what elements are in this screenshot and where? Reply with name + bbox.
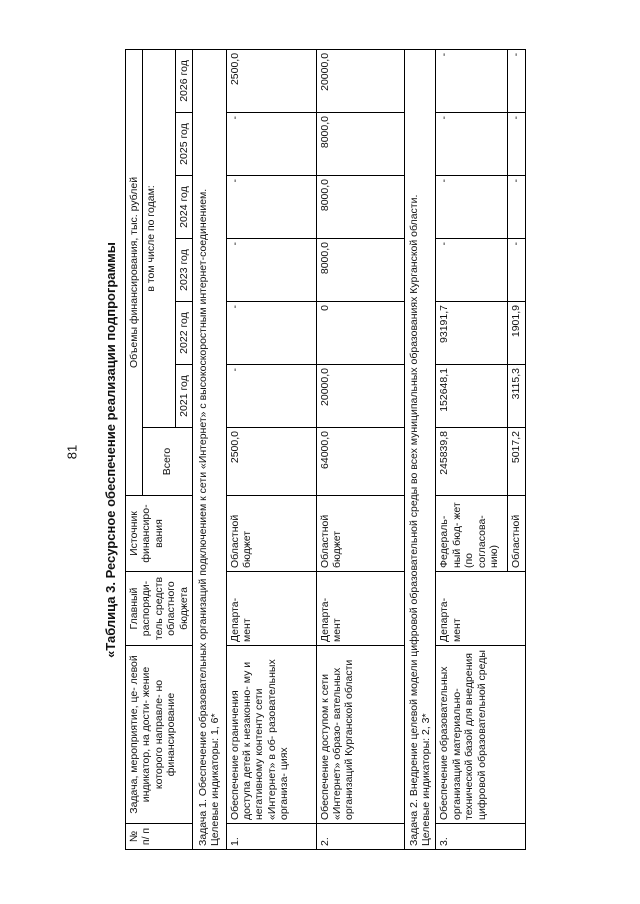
table-row <box>316 49 404 849</box>
row-num: 1. <box>226 824 316 850</box>
row-total: 5017,2 <box>508 428 525 496</box>
resource-table <box>125 49 526 850</box>
section2-cell <box>404 49 436 849</box>
header-row <box>126 49 143 849</box>
row-year-value: 152648,1 <box>436 365 508 428</box>
row-year-value: - <box>436 176 508 239</box>
row-year-value: - <box>436 239 508 302</box>
header-volumes: Объемы финансирования, тыс. рублей <box>126 49 143 495</box>
section1-indicators: Целевые индикаторы: 1, 6* <box>209 713 222 846</box>
header-year: 2023 год <box>175 239 192 302</box>
table-title: «Таблица 3. Ресурсное обеспечение реализации подпрограммы <box>103 242 118 658</box>
header-year: 2026 год <box>175 49 192 112</box>
page-number: 81 <box>64 444 80 460</box>
row-year-value: - <box>508 176 525 239</box>
row-year-value: 8000,0 <box>316 176 404 239</box>
row-year-value: - <box>226 176 316 239</box>
header-year: 2021 год <box>175 365 192 428</box>
row-admin: Департа- мент <box>226 572 316 646</box>
header-total: Всего <box>143 428 193 496</box>
row-num: 3. <box>436 824 525 850</box>
header-source: Источник финансиро- вания <box>126 496 193 572</box>
row-total: 64000,0 <box>316 428 404 496</box>
row-year-value: 8000,0 <box>316 239 404 302</box>
row-year-value: 2500,0 <box>226 49 316 112</box>
row-task: Обеспечение образовательных организаций материально- технической базой для внедрения цифровой образовательной среды <box>436 646 525 824</box>
section2-row <box>404 49 436 849</box>
row-year-value: 0 <box>316 302 404 365</box>
row-task: Обеспечение доступом к сети «Интернет» образо- вательных организаций Курганской области <box>316 646 404 824</box>
row-source: Областной бюджет <box>226 496 316 572</box>
row-year-value: - <box>226 113 316 176</box>
row-year-value: - <box>508 113 525 176</box>
row-year-value: 3115,3 <box>508 365 525 428</box>
row-year-value: - <box>226 239 316 302</box>
row-year-value: - <box>226 365 316 428</box>
header-by-years: в том числе по годам: <box>143 49 175 427</box>
row-year-value: - <box>436 49 508 112</box>
row-admin: Департа- мент <box>436 572 525 646</box>
row-source: Областной бюджет <box>316 496 404 572</box>
row-source: Областной <box>508 496 525 572</box>
row-year-value: 1901,9 <box>508 302 525 365</box>
row-source: Федераль- ный бюд- жет (по согласова- нию) <box>436 496 508 572</box>
section2-title: Задача 2. Внедрение целевой модели цифровой образовательной среды во всех муниципальных образованиях Курганской области. <box>407 194 420 846</box>
row-num: 2. <box>316 824 404 850</box>
header-year: 2025 год <box>175 113 192 176</box>
header-task: Задача, мероприятие, це- левой индикатор, на дости- жение которого направле- но финансирование <box>126 646 193 824</box>
section1-title: Задача 1. Обеспечение образовательных организаций подключением к сети «Интернет» с высокоскоростным интернет-соединением. <box>196 188 209 846</box>
header-year: 2022 год <box>175 302 192 365</box>
section1-row <box>192 49 226 849</box>
row-task: Обеспечение ограничения доступа детей к незаконно- му и негативному контенту сети «Интернет» в об- разовательных организа- циях <box>226 646 316 824</box>
row-admin: Департа- мент <box>316 572 404 646</box>
section2-indicators: Целевые индикаторы: 2, 3* <box>420 713 432 846</box>
row-total: 2500,0 <box>226 428 316 496</box>
row-total: 245839,8 <box>436 428 508 496</box>
row-year-value: 20000,0 <box>316 49 404 112</box>
row-year-value: - <box>508 49 525 112</box>
header-year: 2024 год <box>175 176 192 239</box>
row-year-value: 20000,0 <box>316 365 404 428</box>
row-year-value: 93191,7 <box>436 302 508 365</box>
header-num: № п/ п <box>126 824 193 850</box>
row-year-value: - <box>226 302 316 365</box>
table-row <box>226 49 316 849</box>
rotated-page <box>100 50 620 850</box>
row-year-value: 8000,0 <box>316 113 404 176</box>
header-admin: Главный распоряди- тель средств областного бюджета <box>126 572 193 646</box>
section1-cell <box>192 49 226 849</box>
table-row <box>436 49 508 849</box>
row-year-value: - <box>436 113 508 176</box>
row-year-value: - <box>508 239 525 302</box>
